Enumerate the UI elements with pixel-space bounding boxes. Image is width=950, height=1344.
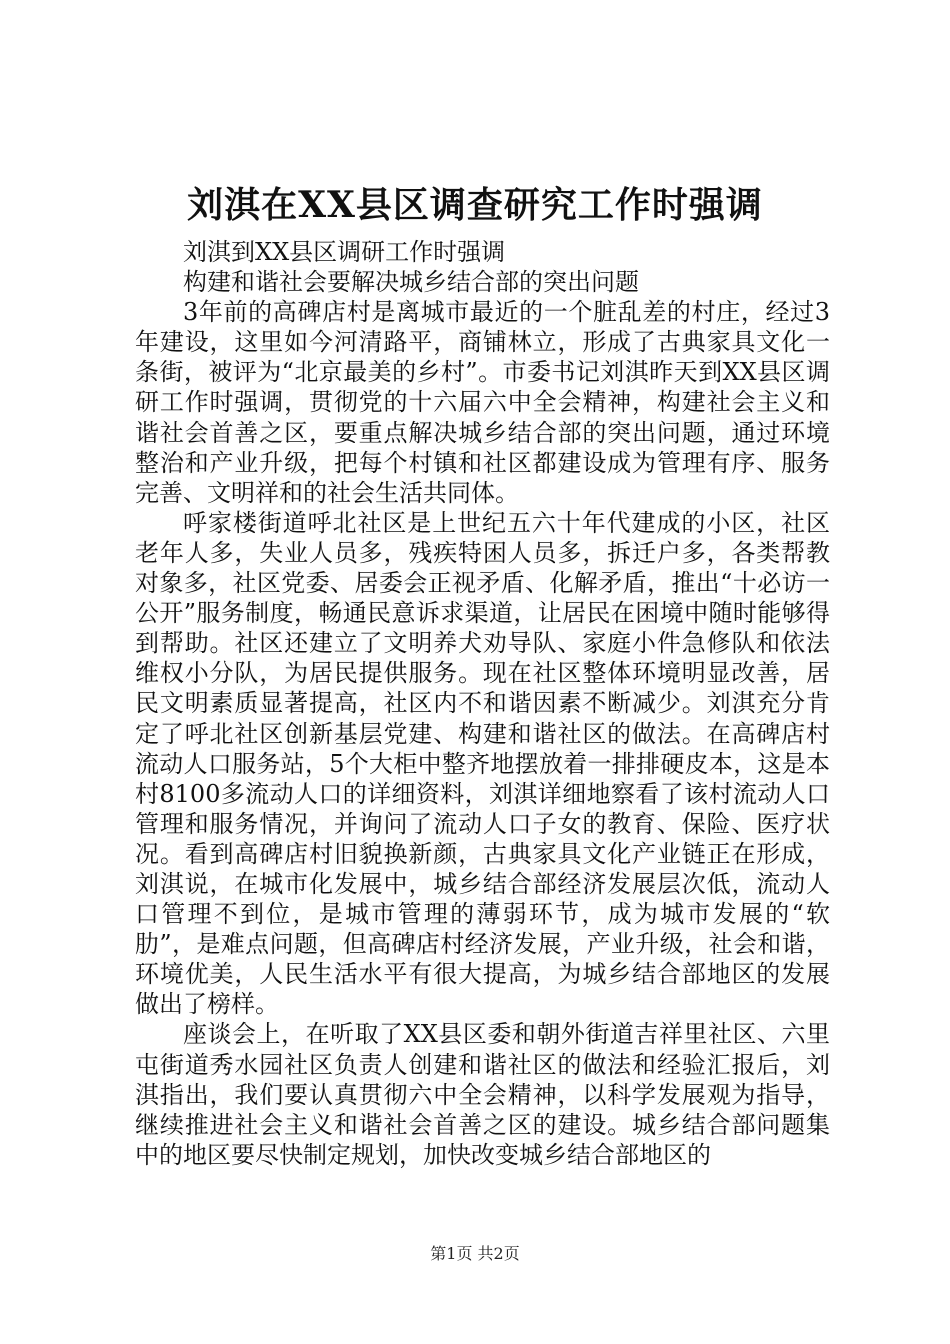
body-paragraph: 3年前的高碑店村是离城市最近的一个脏乱差的村庄，经过3年建设，这里如今河清路平，商铺林立，形成了古典家具文化一条街，被评为“北京最美的乡村”。市委书记刘淇昨天到XX县区调研工作时强调，贯彻党的十六届六中全会精神，构建社会主义和谐社会首善之区，要重点解决城乡结合部的突出问题，通过环境整治和产业升级，把每个村镇和社区都建设成为管理有序、服务完善、文明祥和的社会生活共同体。 xyxy=(135,298,830,507)
page-footer: 第1页 共2页 xyxy=(430,1244,520,1263)
body-paragraph: 座谈会上，在听取了XX县区委和朝外街道吉祥里社区、六里屯街道秀水园社区负责人创建和谐社区的做法和经验汇报后，刘淇指出，我们要认真贯彻六中全会精神，以科学发展观为指导，继续推进社会主义和谐社会首善之区的建设。城乡结合部问题集中的地区要尽快制定规划，加快改变城乡结合部地区的 xyxy=(135,1020,830,1169)
body-paragraph: 呼家楼街道呼北社区是上世纪五六十年代建成的小区，社区老年人多，失业人员多，残疾特困人员多，拆迁户多，各类帮教对象多，社区党委、居委会正视矛盾、化解矛盾，推出“十必访一公开”服务制度，畅通民意诉求渠道，让居民在困境中随时能够得到帮助。社区还建立了文明养犬劝导队、家庭小件急修队和依法维权小分队，为居民提供服务。现在社区整体环境明显改善，居民文明素质显著提高，社区内不和谐因素不断减少。刘淇充分肯定了呼北社区创新基层党建、构建和谐社区的做法。在高碑店村流动人口服务站，5个大柜中整齐地摆放着一排排硬皮本，这是本村8100多流动人口的详细资料，刘淇详细地察看了该村流动人口管理和服务情况，并询问了流动人口子女的教育、保险、医疗状况。看到高碑店村旧貌换新颜，古典家具文化产业链正在形成，刘淇说，在城市化发展中，城乡结合部经济发展层次低，流动人口管理不到位，是城市管理的薄弱环节，成为城市发展的“软肋”，是难点问题，但高碑店村经济发展，产业升级，社会和谐，环境优美，人民生活水平有很大提高，为城乡结合部地区的发展做出了榜样。 xyxy=(135,508,830,1019)
subtitle-line-2: 构建和谐社会要解决城乡结合部的突出问题 xyxy=(183,268,639,297)
document-title: 刘淇在XX县区调查研究工作时强调 xyxy=(187,184,763,226)
subtitle-line-1: 刘淇到XX县区调研工作时强调 xyxy=(183,238,506,266)
document-body xyxy=(135,237,830,1170)
